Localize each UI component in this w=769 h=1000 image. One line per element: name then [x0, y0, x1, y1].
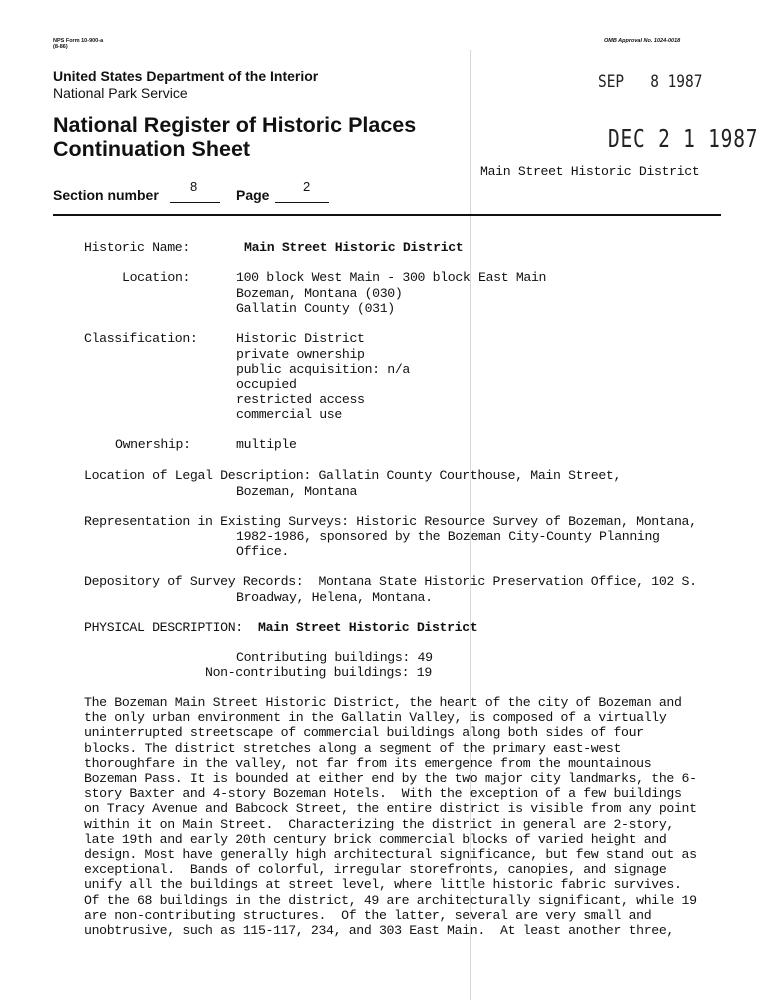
- page-value: 2: [303, 179, 311, 194]
- location-line-1: 100 block West Main - 300 block East Main: [236, 270, 547, 285]
- classification-line-3: public acquisition: n/a: [236, 362, 410, 377]
- service-name: National Park Service: [53, 85, 188, 101]
- omb-approval: OMB Approval No. 1024-0018: [604, 38, 681, 44]
- depository-line-2: Broadway, Helena, Montana.: [236, 590, 433, 605]
- body-line: within it on Main Street. Characterizing the district in general are 2-story,: [84, 816, 674, 832]
- classification-line-5: restricted access: [236, 392, 365, 407]
- location-line-2: Bozeman, Montana (030): [236, 286, 403, 301]
- physical-description-value: Main Street Historic District: [258, 620, 478, 635]
- header-rule: [53, 214, 721, 216]
- noncontributing-count: Non-contributing buildings: 19: [205, 665, 432, 680]
- body-line: design. Most have generally high architectural significance, but few stand out as: [84, 847, 697, 863]
- surveys-line-1: Representation in Existing Surveys: Historic Resource Survey of Bozeman, Montana,: [84, 514, 697, 529]
- body-line: the only urban environment in the Gallatin Valley, is composed of a virtually: [84, 710, 667, 726]
- body-line: blocks. The district stretches along a segment of the primary east-west: [84, 740, 622, 756]
- classification-line-6: commercial use: [236, 407, 342, 422]
- received-stamp-sep: SEP 8 1987: [598, 72, 703, 92]
- legal-description-line-1: Location of Legal Description: Gallatin County Courthouse, Main Street,: [84, 468, 622, 483]
- description-paragraph: [84, 695, 704, 938]
- location-line-3: Gallatin County (031): [236, 301, 395, 316]
- body-line: exceptional. Bands of colorful, irregular storefronts, canopies, and signage: [84, 862, 667, 878]
- legal-description-line-2: Bozeman, Montana: [236, 484, 358, 499]
- body-line: uninterrupted streetscape of commercial buildings along both sides of four: [84, 725, 644, 741]
- ownership-value: multiple: [236, 437, 297, 452]
- body-line: unobtrusive, such as 115-117, 234, and 303 East Main. At least another three,: [84, 923, 674, 939]
- body-line: Of the 68 buildings in the district, 49 are architecturally significant, while 19: [84, 892, 697, 908]
- body-line: are non-contributing structures. Of the latter, several are very small and: [84, 907, 652, 923]
- section-underline: [170, 202, 220, 203]
- received-stamp-dec: DEC 2 1 1987: [608, 124, 759, 153]
- historic-name-value: Main Street Historic District: [244, 240, 464, 255]
- department-name: United States Department of the Interior: [53, 68, 319, 84]
- historic-name-label: Historic Name:: [84, 240, 190, 255]
- section-value: 8: [190, 179, 198, 194]
- depository-line-1: Depository of Survey Records: Montana State Historic Preservation Office, 102 S.: [84, 574, 697, 589]
- contributing-count: Contributing buildings: 49: [236, 650, 433, 665]
- property-name-header: Main Street Historic District: [480, 164, 700, 179]
- surveys-line-2: 1982-1986, sponsored by the Bozeman City-County Planning: [236, 529, 660, 544]
- body-line: unify all the buildings at street level, where little historic fabric survives.: [84, 877, 682, 893]
- body-line: story Baxter and 4-story Bozeman Hotels. With the exception of a few buildings: [84, 786, 682, 802]
- classification-line-4: occupied: [236, 377, 297, 392]
- form-title: National Register of Historic Places: [53, 113, 417, 137]
- body-line: Bozeman Pass. It is bounded at either end by the two major city landmarks, the 6-: [84, 771, 697, 787]
- classification-line-1: Historic District: [236, 331, 365, 346]
- body-line: thoroughfare in the valley, not far from its emergence from the mountainous: [84, 755, 652, 771]
- location-label: Location:: [122, 270, 191, 285]
- ownership-label: Ownership:: [115, 437, 191, 452]
- physical-description-label: PHYSICAL DESCRIPTION:: [84, 620, 243, 635]
- form-number: NPS Form 10-900-a (8-86): [53, 38, 104, 50]
- body-line: late 19th and early 20th century brick commercial blocks of varied height and: [84, 831, 667, 847]
- surveys-line-3: Office.: [236, 544, 289, 559]
- section-label: Section number: [53, 187, 159, 203]
- classification-label: Classification:: [84, 331, 198, 346]
- body-line: on Tracy Avenue and Babcock Street, the entire district is visible from any point: [84, 801, 697, 817]
- form-subtitle: Continuation Sheet: [53, 137, 251, 161]
- body-line: The Bozeman Main Street Historic District, the heart of the city of Bozeman and: [84, 695, 682, 710]
- page-label: Page: [236, 187, 270, 203]
- page-underline: [275, 202, 329, 203]
- classification-line-2: private ownership: [236, 347, 365, 362]
